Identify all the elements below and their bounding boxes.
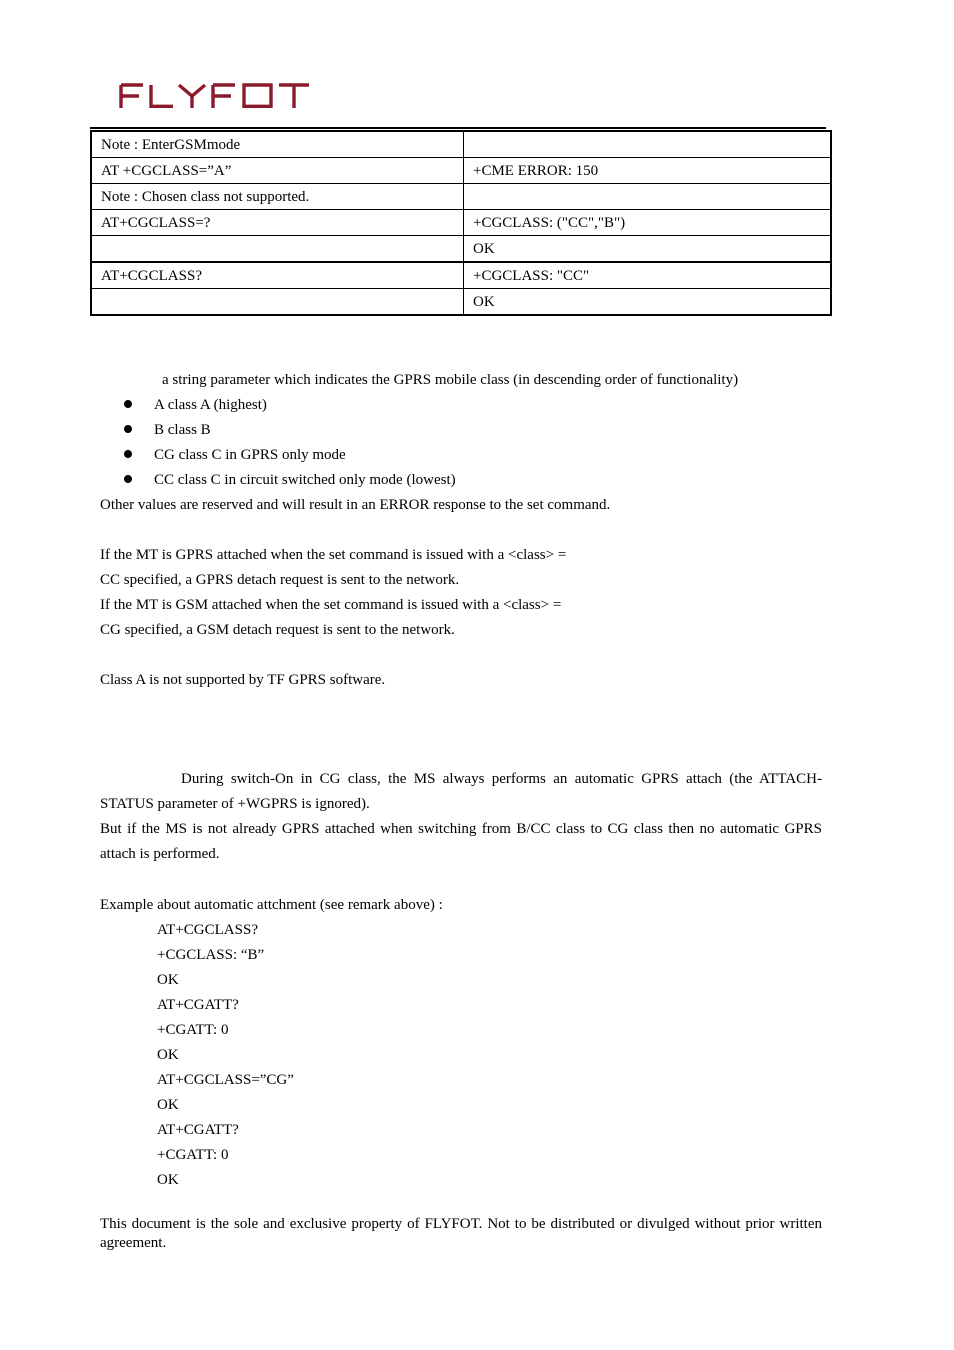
table-cell-command: AT+CGCLASS=?	[91, 210, 464, 236]
table-cell-response: +CGCLASS: "CC"	[464, 262, 832, 289]
example-line: +CGCLASS: “B”	[157, 947, 265, 963]
bullet-item: B class B	[154, 422, 211, 438]
table-cell-command: Note : EnterGSMmode	[91, 131, 464, 158]
example-line: OK	[157, 1172, 179, 1188]
table-cell-response: OK	[464, 289, 832, 316]
example-line: AT+CGCLASS=”CG”	[157, 1072, 294, 1088]
remark-paragraph-2: But if the MS is not already GPRS attached when switching from B/CC class to CG class then no automatic GPRS attach is performed.	[100, 821, 822, 862]
example-line: AT+CGCLASS?	[157, 922, 258, 938]
bullet-icon	[124, 400, 132, 408]
bullet-item: CG class C in GPRS only mode	[154, 447, 346, 463]
flyfot-logo	[119, 82, 311, 110]
bullet-icon	[124, 450, 132, 458]
bullet-item: A class A (highest)	[154, 397, 267, 413]
bullet-icon	[124, 475, 132, 483]
table-row	[91, 158, 831, 184]
table-cell-command: AT+CGCLASS?	[91, 262, 464, 289]
example-line: OK	[157, 1097, 179, 1113]
example-line: AT+CGATT?	[157, 997, 239, 1013]
table-cell-command: AT +CGCLASS=”A”	[91, 158, 464, 184]
example-line: +CGATT: 0	[157, 1147, 229, 1163]
note-gsm-line2: CG specified, a GSM detach request is sent to the network.	[100, 622, 455, 638]
table-row	[91, 210, 831, 236]
table-cell-command	[91, 236, 464, 263]
remark-paragraph-1: During switch-On in CG class, the MS always performs an automatic GPRS attach (the ATTACH-STATUS parameter of +WGPRS is ignored).	[100, 771, 822, 812]
table-row	[91, 184, 831, 210]
bullet-icon	[124, 425, 132, 433]
footer-disclaimer: This document is the sole and exclusive property of FLYFOT. Not to be distributed or divulged without prior written agreement.	[100, 1216, 822, 1251]
note-gprs-line1: If the MT is GPRS attached when the set command is issued with a <class> =	[100, 547, 567, 563]
table-row	[91, 236, 831, 263]
example-line: AT+CGATT?	[157, 1122, 239, 1138]
note-gprs-line2: CC specified, a GPRS detach request is sent to the network.	[100, 572, 460, 588]
table-row	[91, 289, 831, 316]
table-cell-response: +CGCLASS: ("CC","B")	[464, 210, 832, 236]
example-intro: Example about automatic attchment (see remark above) :	[100, 897, 443, 913]
table-cell-command: Note : Chosen class not supported.	[91, 184, 464, 210]
note-class-a: Class A is not supported by TF GPRS software.	[100, 672, 386, 688]
table-cell-response: OK	[464, 236, 832, 263]
example-line: OK	[157, 972, 179, 988]
header-rule	[90, 127, 826, 129]
table-row	[91, 262, 831, 289]
table-cell-response	[464, 184, 832, 210]
table-row	[91, 131, 831, 158]
table-cell-response: +CME ERROR: 150	[464, 158, 832, 184]
example-line: OK	[157, 1047, 179, 1063]
table-cell-response	[464, 131, 832, 158]
param-intro: a string parameter which indicates the GPRS mobile class (in descending order of functionality)	[162, 372, 739, 388]
bullet-item: CC class C in circuit switched only mode (lowest)	[154, 472, 456, 488]
command-table	[90, 130, 832, 316]
param-other-values: Other values are reserved and will result in an ERROR response to the set command.	[100, 497, 611, 513]
table-cell-command	[91, 289, 464, 316]
note-gsm-line1: If the MT is GSM attached when the set command is issued with a <class> =	[100, 597, 562, 613]
example-line: +CGATT: 0	[157, 1022, 229, 1038]
